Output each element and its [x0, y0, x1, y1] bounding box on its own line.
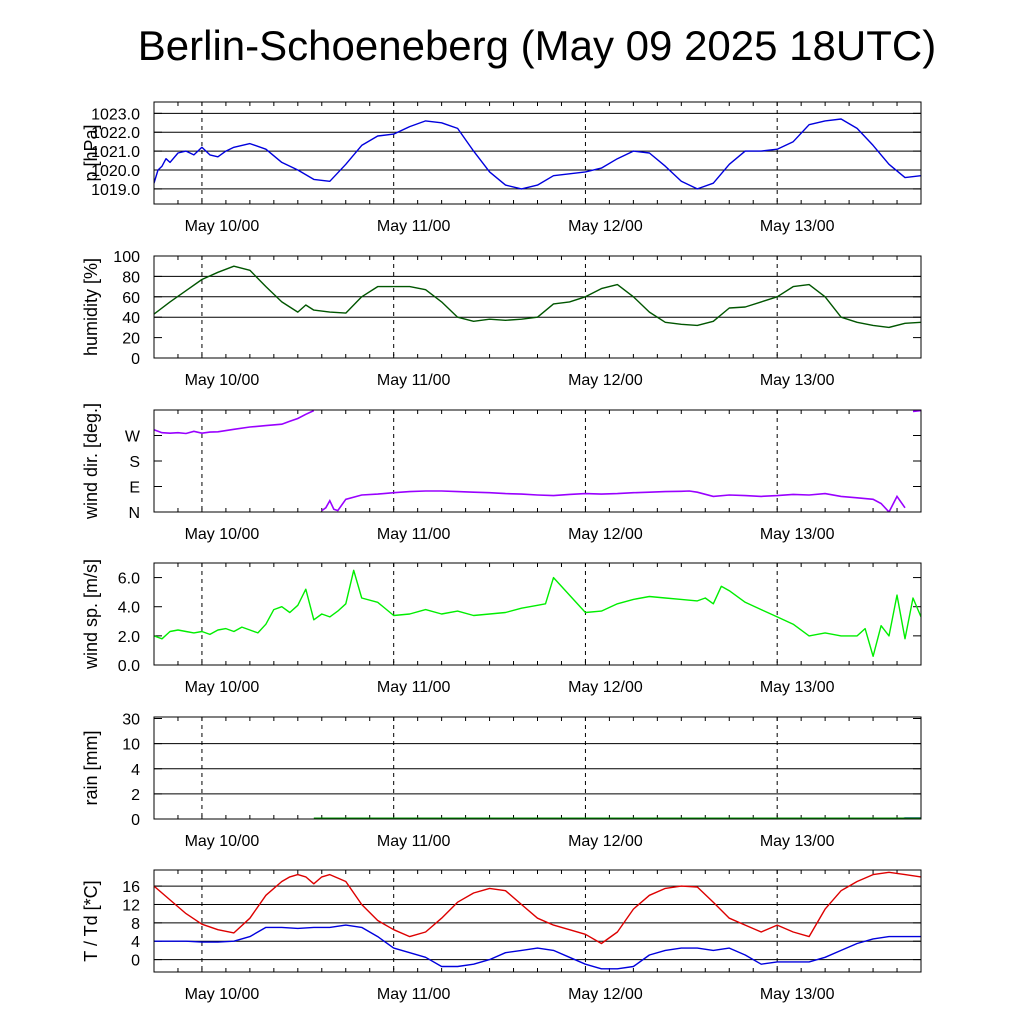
- y-tick-label: 1020.0: [91, 163, 140, 180]
- y-tick-label: 8: [131, 915, 140, 933]
- y-tick-label: E: [129, 479, 140, 497]
- y-tick-label: 4: [131, 934, 140, 952]
- y-tick-label: 10: [122, 736, 140, 754]
- series-wind-speed: [154, 570, 921, 656]
- x-tick-label: May 10/00: [184, 526, 260, 543]
- y-tick-label: 4.0: [117, 599, 140, 617]
- chart-title: Berlin-Schoeneberg (May 09 2025 18UTC): [137, 22, 937, 69]
- y-tick-label: 2.0: [117, 628, 140, 646]
- y-tick-label: 0: [131, 952, 140, 970]
- x-tick-label: May 12/00: [568, 679, 643, 696]
- y-tick-label: 40: [122, 310, 140, 328]
- series-line: [154, 872, 921, 943]
- panel-6: [81, 870, 921, 1003]
- y-tick-label: 1023.0: [91, 106, 140, 124]
- x-tick-label: May 12/00: [568, 526, 643, 543]
- x-tick-label: May 11/00: [376, 833, 451, 850]
- panel-frame: [154, 563, 921, 665]
- series-line: [154, 925, 921, 969]
- y-tick-label: 30: [122, 711, 140, 729]
- x-tick-label: May 11/00: [376, 526, 451, 543]
- panel-frame: [154, 717, 921, 819]
- y-axis-label: humidity [%]: [81, 257, 101, 357]
- y-tick-label: 0: [131, 351, 140, 368]
- series-line: [913, 411, 921, 412]
- panel-4: [81, 559, 921, 696]
- panel-2: [81, 249, 921, 389]
- x-tick-label: May 11/00: [376, 372, 451, 389]
- x-tick-label: May 10/00: [184, 833, 260, 850]
- y-tick-label: 20: [122, 330, 140, 348]
- y-tick-label: 6.0: [117, 570, 140, 588]
- y-tick-label: S: [129, 454, 140, 471]
- y-tick-label: 0: [131, 812, 140, 829]
- x-tick-label: May 13/00: [759, 526, 835, 543]
- y-tick-label: 2: [131, 786, 140, 804]
- x-tick-label: May 12/00: [568, 372, 643, 389]
- x-tick-label: May 13/00: [759, 679, 835, 696]
- series-line: [154, 570, 921, 656]
- y-tick-label: N: [128, 505, 140, 522]
- x-tick-label: May 12/00: [568, 986, 643, 1003]
- series-wind-direction: [154, 411, 921, 512]
- series-td: [154, 925, 921, 969]
- y-tick-label: 1022.0: [91, 125, 140, 143]
- y-axis-label: rain [mm]: [81, 730, 101, 806]
- series-line: [322, 491, 905, 512]
- panel-1: [81, 102, 921, 235]
- x-tick-label: May 12/00: [568, 218, 643, 235]
- y-axis-label: T / Td [*C]: [81, 880, 101, 962]
- y-axis-label: p [hPa]: [81, 124, 101, 182]
- panel-5: [81, 712, 921, 850]
- panel-frame: [154, 870, 921, 972]
- y-tick-label: 4: [131, 761, 140, 779]
- panel-frame: [154, 256, 921, 358]
- y-tick-label: 60: [122, 289, 140, 307]
- panel-3: [81, 403, 921, 543]
- y-tick-label: 80: [122, 269, 140, 287]
- x-tick-label: May 13/00: [759, 218, 835, 235]
- y-tick-label: W: [124, 428, 140, 446]
- x-tick-label: May 13/00: [759, 372, 835, 389]
- series-line: [154, 411, 314, 434]
- y-tick-label: 16: [122, 879, 140, 897]
- x-tick-label: May 11/00: [376, 218, 451, 235]
- y-tick-label: 12: [122, 897, 140, 915]
- x-tick-label: May 10/00: [184, 218, 260, 235]
- x-tick-label: May 11/00: [376, 986, 451, 1003]
- x-tick-label: May 13/00: [759, 986, 835, 1003]
- y-tick-label: 100: [113, 249, 140, 266]
- x-tick-label: May 10/00: [184, 986, 260, 1003]
- x-tick-label: May 13/00: [759, 833, 835, 850]
- x-tick-label: May 10/00: [184, 372, 260, 389]
- y-tick-label: 0.0: [117, 658, 140, 675]
- series-t: [154, 872, 921, 943]
- x-tick-label: May 12/00: [568, 833, 643, 850]
- x-tick-label: May 10/00: [184, 679, 260, 696]
- y-axis-label: wind sp. [m/s]: [81, 558, 101, 670]
- x-tick-label: May 11/00: [376, 679, 451, 696]
- y-axis-label: wind dir. [deg.]: [81, 402, 101, 520]
- y-tick-label: 1021.0: [91, 144, 140, 162]
- series-pressure: [154, 119, 921, 189]
- series-line: [154, 119, 921, 189]
- y-tick-label: 1019.0: [91, 181, 140, 199]
